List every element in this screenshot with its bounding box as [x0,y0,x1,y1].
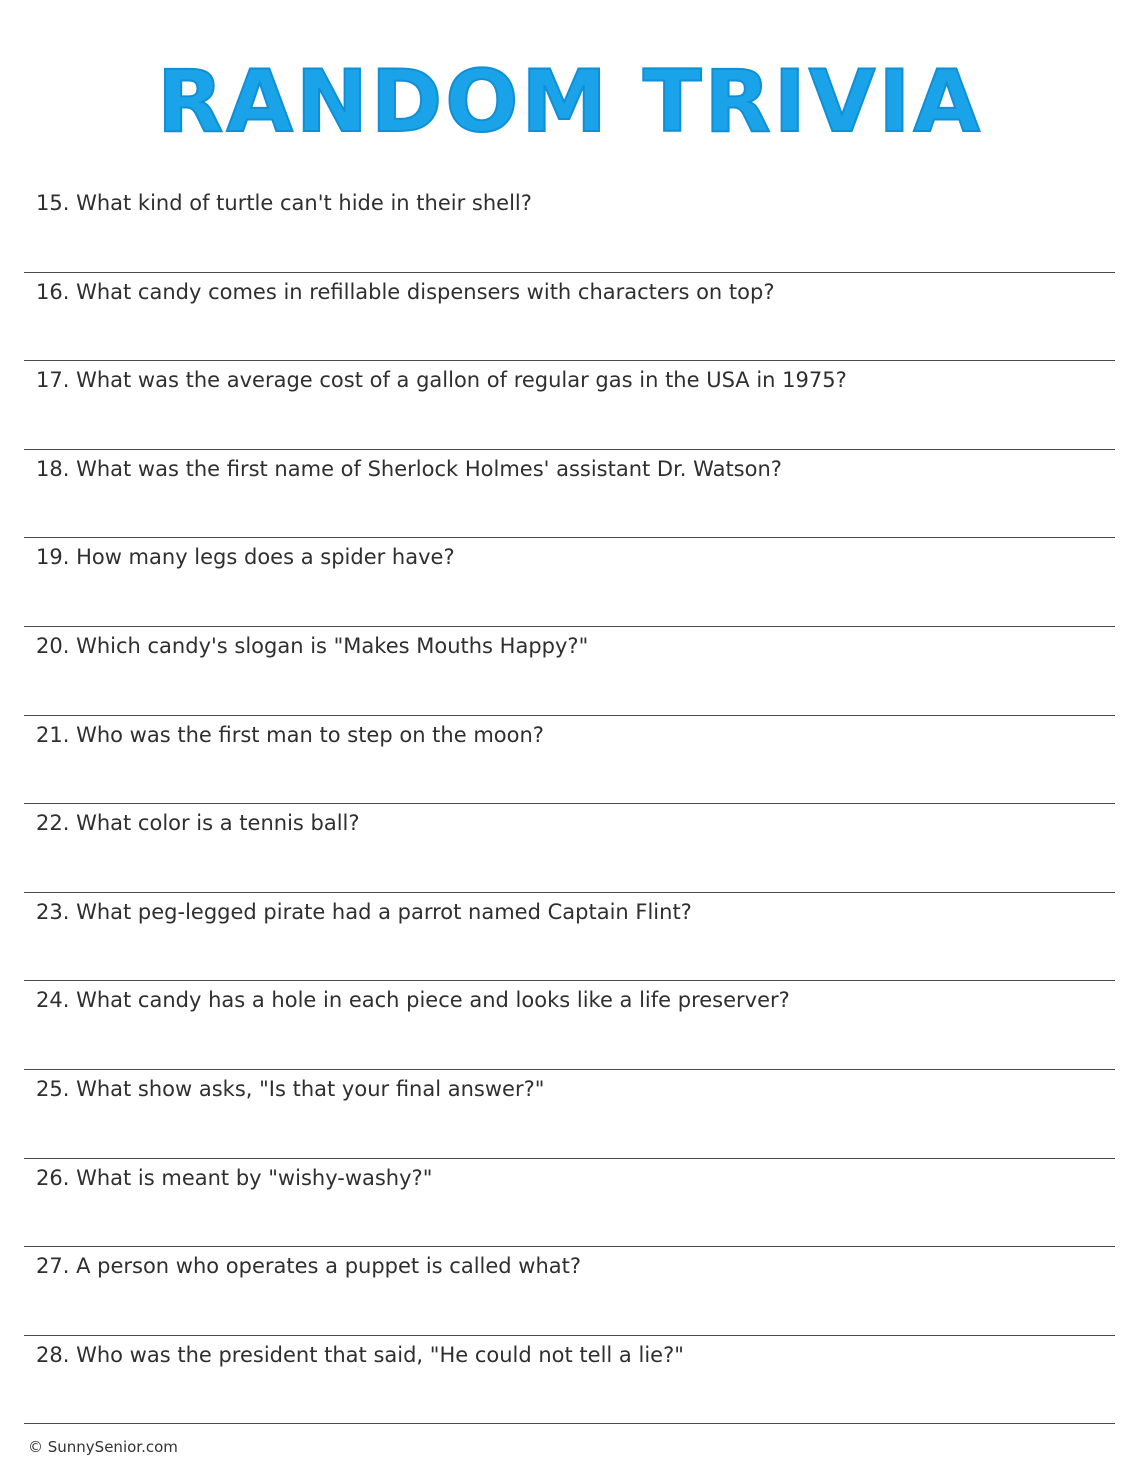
question-row [24,1070,1115,1159]
question-row [24,273,1115,362]
question-row [24,361,1115,450]
question-row [24,1159,1115,1248]
question-text: 21. Who was the first man to step on the moon? [36,722,544,747]
question-text: 20. Which candy's slogan is "Makes Mouths Happy?" [36,633,589,658]
question-text: 27. A person who operates a puppet is called what? [36,1254,582,1279]
question-row [24,538,1115,627]
question-row [24,981,1115,1070]
question-text: 26. What is meant by "wishy-washy?" [36,1165,433,1190]
question-text: 18. What was the first name of Sherlock Holmes' assistant Dr. Watson? [36,456,782,481]
question-text: 24. What candy has a hole in each piece and looks like a life preserver? [36,988,790,1013]
question-row [24,627,1115,716]
question-row [24,1247,1115,1336]
question-row [24,804,1115,893]
question-row [24,450,1115,539]
page-title: RANDOM TRIVIA [157,52,983,152]
question-text: 15. What kind of turtle can't hide in their shell? [36,191,532,215]
question-text: 28. Who was the president that said, "He could not tell a lie?" [36,1342,684,1367]
question-row [24,184,1115,273]
question-text: 16. What candy comes in refillable dispensers with characters on top? [36,279,775,304]
question-text: 23. What peg-legged pirate had a parrot named Captain Flint? [36,899,692,924]
question-row [24,716,1115,805]
question-list [24,184,1115,1424]
question-row [24,1336,1115,1425]
question-text: 25. What show asks, "Is that your final answer?" [36,1076,545,1101]
question-text: 19. How many legs does a spider have? [36,545,455,570]
question-text: 17. What was the average cost of a gallon of regular gas in the USA in 1975? [36,368,847,393]
copyright-footer: © SunnySenior.com [28,1438,178,1456]
question-row [24,893,1115,982]
question-text: 22. What color is a tennis ball? [36,811,360,836]
